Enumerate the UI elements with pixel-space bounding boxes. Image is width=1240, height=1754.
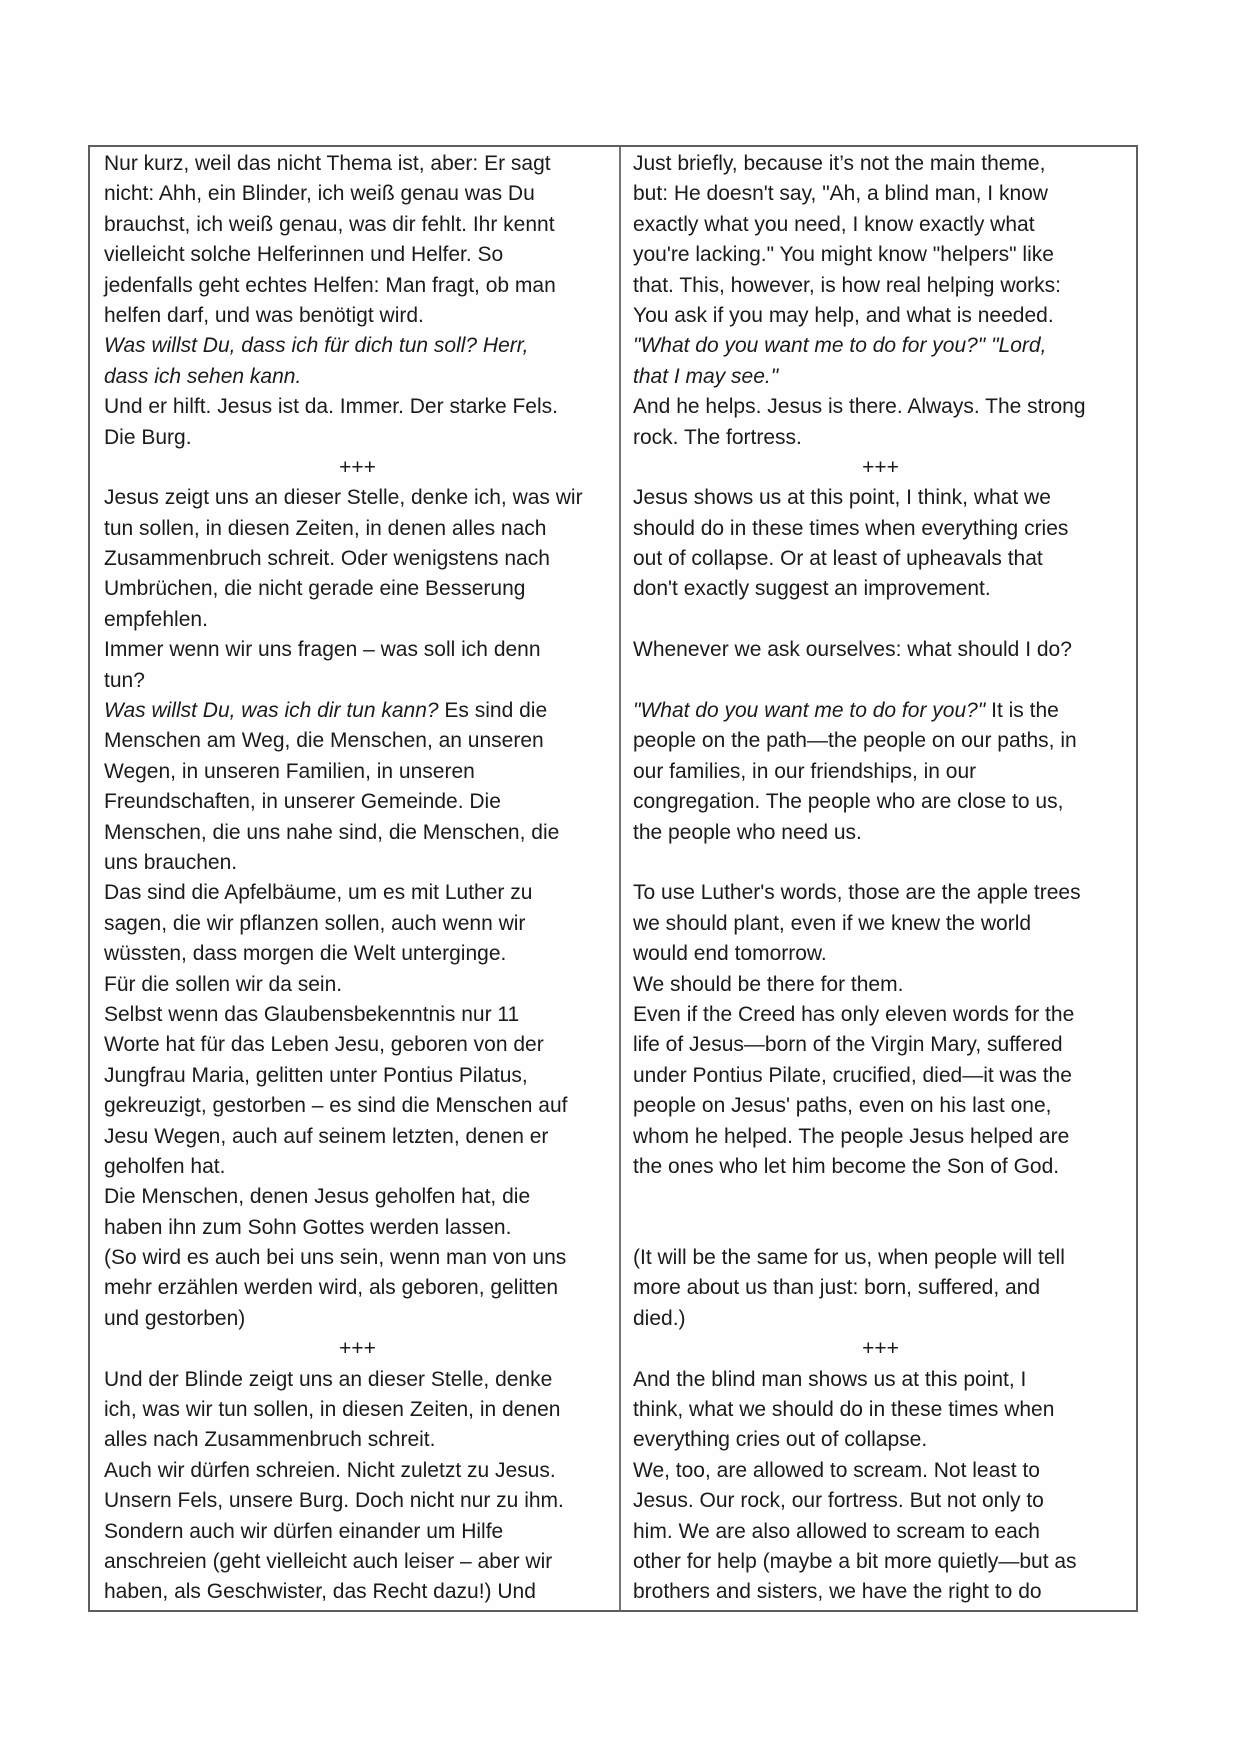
text-line xyxy=(633,1577,1128,1607)
text-line xyxy=(104,483,611,513)
text-segment: To use Luther's words, those are the apple trees xyxy=(633,881,1081,905)
text-segment: (So wird es auch bei uns sein, wenn man von uns xyxy=(104,1246,567,1270)
text-line xyxy=(104,1030,611,1060)
text-segment: You ask if you may help, and what is needed. xyxy=(633,303,1054,327)
text-segment: mehr erzählen werden wird, als geboren, gelitten xyxy=(104,1276,559,1300)
text-segment: Zusammenbruch schreit. Oder wenigstens nach xyxy=(104,547,550,571)
text-segment: Selbst wenn das Glaubensbekenntnis nur 11 xyxy=(104,1002,520,1026)
text-segment: Auch wir dürfen schreien. Nicht zuletzt zu Jesus. xyxy=(104,1458,556,1482)
text-segment: our families, in our friendships, in our xyxy=(633,759,977,783)
italic-text-segment: Was willst Du, was ich dir tun kann? xyxy=(104,699,445,723)
text-line xyxy=(104,1425,611,1455)
text-segment: everything cries out of collapse. xyxy=(633,1428,928,1452)
text-segment: sagen, die wir pflanzen sollen, auch wenn wir xyxy=(104,911,526,935)
text-segment: Freundschaften, in unserer Gemeinde. Die xyxy=(104,790,501,814)
text-segment: We should be there for them. xyxy=(633,972,904,996)
text-line xyxy=(104,878,611,908)
text-segment: Die Burg. xyxy=(104,425,192,449)
text-line xyxy=(633,301,1128,331)
italic-text-segment: dass ich sehen kann. xyxy=(104,364,302,388)
text-line xyxy=(104,271,611,301)
text-segment: tun sollen, in diesen Zeiten, in denen alles nach xyxy=(104,516,547,540)
text-segment: It is the xyxy=(991,699,1059,723)
text-segment: und gestorben) xyxy=(104,1306,246,1330)
separator-marker xyxy=(633,1334,1128,1364)
text-segment: the people who need us. xyxy=(633,820,862,844)
text-segment: Für die sollen wir da sein. xyxy=(104,972,343,996)
text-segment: died.) xyxy=(633,1306,686,1330)
text-segment: tun? xyxy=(104,668,145,692)
text-line xyxy=(633,970,1128,1000)
separator-marker xyxy=(104,453,611,483)
text-line xyxy=(633,909,1128,939)
text-line xyxy=(104,1182,611,1212)
text-segment: congregation. The people who are close to us, xyxy=(633,790,1064,814)
text-line xyxy=(104,1243,611,1273)
text-line xyxy=(633,1152,1128,1182)
text-line xyxy=(633,240,1128,270)
text-line xyxy=(633,179,1128,209)
text-line xyxy=(104,1000,611,1030)
text-segment: him. We are also allowed to scream to each xyxy=(633,1519,1040,1543)
text-line xyxy=(633,635,1128,665)
text-line xyxy=(633,392,1128,422)
text-line xyxy=(104,848,611,878)
text-line xyxy=(104,362,611,392)
text-line xyxy=(633,362,1128,392)
text-segment: ich, was wir tun sollen, in diesen Zeiten, in denen xyxy=(104,1398,561,1422)
text-line xyxy=(104,1152,611,1182)
text-segment: +++ xyxy=(862,1337,899,1361)
text-segment: think, what we should do in these times when xyxy=(633,1398,1055,1422)
text-line xyxy=(633,1304,1128,1334)
text-line xyxy=(633,1456,1128,1486)
text-line xyxy=(104,818,611,848)
text-line xyxy=(104,331,611,361)
text-line xyxy=(104,210,611,240)
english-column xyxy=(621,147,1136,1610)
text-segment: Das sind die Apfelbäume, um es mit Luther zu xyxy=(104,881,533,905)
text-segment: And the blind man shows us at this point, I xyxy=(633,1367,1027,1391)
text-line xyxy=(633,878,1128,908)
text-line xyxy=(633,1547,1128,1577)
text-line xyxy=(633,544,1128,574)
text-line xyxy=(633,1273,1128,1303)
text-segment: helfen darf, und was benötigt wird. xyxy=(104,303,424,327)
text-segment: Whenever we ask ourselves: what should I do? xyxy=(633,638,1072,662)
text-line xyxy=(104,1091,611,1121)
text-segment: don't exactly suggest an improvement. xyxy=(633,577,991,601)
text-line xyxy=(633,1486,1128,1516)
italic-text-segment: "What do you want me to do for you?" "Lord, xyxy=(633,334,1047,358)
text-line xyxy=(104,1577,611,1607)
german-column xyxy=(90,147,621,1610)
text-line xyxy=(633,757,1128,787)
text-segment: out of collapse. Or at least of upheavals that xyxy=(633,547,1043,571)
text-line xyxy=(104,423,611,453)
text-segment: should do in these times when everything cries xyxy=(633,516,1069,540)
text-segment: more about us than just: born, suffered, and xyxy=(633,1276,1041,1300)
italic-text-segment: "What do you want me to do for you?" xyxy=(633,699,992,723)
text-line xyxy=(104,392,611,422)
text-segment: Umbrüchen, die nicht gerade eine Besserung xyxy=(104,577,526,601)
text-segment: under Pontius Pilate, crucified, died—it was the xyxy=(633,1063,1072,1087)
text-segment: brauchst, ich weiß genau, was dir fehlt. Ihr kennt xyxy=(104,212,555,236)
text-segment: Jesus. Our rock, our fortress. But not only to xyxy=(633,1489,1044,1513)
text-segment: Unsern Fels, unsere Burg. Doch nicht nur zu ihm. xyxy=(104,1489,564,1513)
text-line xyxy=(633,1000,1128,1030)
text-segment: people on Jesus' paths, even on his last one, xyxy=(633,1094,1052,1118)
text-line xyxy=(104,1061,611,1091)
text-segment: nicht: Ahh, ein Blinder, ich weiß genau was Du xyxy=(104,182,535,206)
text-segment: Nur kurz, weil das nicht Thema ist, aber: Er sagt xyxy=(104,152,551,175)
text-line xyxy=(633,331,1128,361)
text-line xyxy=(104,939,611,969)
text-segment: +++ xyxy=(339,455,376,479)
text-line xyxy=(104,514,611,544)
text-line xyxy=(104,696,611,726)
text-line xyxy=(633,574,1128,604)
text-segment: Menschen am Weg, die Menschen, an unseren xyxy=(104,729,544,753)
text-line xyxy=(633,787,1128,817)
text-segment: (It will be the same for us, when people will tell xyxy=(633,1246,1065,1270)
text-line xyxy=(104,544,611,574)
text-segment: we should plant, even if we knew the world xyxy=(633,911,1032,935)
text-segment: Und der Blinde zeigt uns an dieser Stelle, denke xyxy=(104,1367,553,1391)
text-line xyxy=(633,1061,1128,1091)
text-line xyxy=(104,1456,611,1486)
text-segment: uns brauchen. xyxy=(104,850,238,874)
text-segment: Jesus zeigt uns an dieser Stelle, denke ich, was wir xyxy=(104,486,583,510)
text-line xyxy=(633,1122,1128,1152)
text-line xyxy=(104,179,611,209)
text-segment: exactly what you need, I know exactly what xyxy=(633,212,1035,236)
text-line xyxy=(104,1517,611,1547)
text-segment: haben ihn zum Sohn Gottes werden lassen. xyxy=(104,1215,512,1239)
italic-text-segment: that I may see." xyxy=(633,364,779,388)
text-segment: +++ xyxy=(339,1337,376,1361)
text-line xyxy=(633,1365,1128,1395)
text-segment: Und er hilft. Jesus ist da. Immer. Der starke Fels. xyxy=(104,395,558,419)
text-segment: alles nach Zusammenbruch schreit. xyxy=(104,1428,436,1452)
text-segment: gekreuzigt, gestorben – es sind die Menschen auf xyxy=(104,1094,568,1118)
text-segment: Menschen, die uns nahe sind, die Menschen, die xyxy=(104,820,560,844)
translation-table xyxy=(88,145,1138,1612)
text-line xyxy=(633,1517,1128,1547)
text-line xyxy=(633,1091,1128,1121)
italic-text-segment: Was willst Du, dass ich für dich tun soll? Herr, xyxy=(104,334,529,358)
text-line xyxy=(104,1395,611,1425)
text-line xyxy=(633,818,1128,848)
text-segment: Jesu Wegen, auch auf seinem letzten, denen er xyxy=(104,1124,549,1148)
separator-marker xyxy=(633,453,1128,483)
text-segment: Just briefly, because it’s not the main theme, xyxy=(633,152,1046,175)
text-segment: jedenfalls geht echtes Helfen: Man fragt, ob man xyxy=(104,273,556,297)
text-line xyxy=(633,210,1128,240)
text-segment: but: He doesn't say, "Ah, a blind man, I know xyxy=(633,182,1048,206)
separator-marker xyxy=(104,1334,611,1364)
text-line xyxy=(104,757,611,787)
text-line xyxy=(104,666,611,696)
text-segment: And he helps. Jesus is there. Always. The strong xyxy=(633,395,1086,419)
text-line xyxy=(633,1243,1128,1273)
text-segment: empfehlen. xyxy=(104,607,208,631)
text-line xyxy=(104,1213,611,1243)
text-segment: Die Menschen, denen Jesus geholfen hat, die xyxy=(104,1185,531,1209)
blank-line xyxy=(633,666,1128,696)
text-line xyxy=(633,423,1128,453)
text-segment: you're lacking." You might know "helpers" like xyxy=(633,243,1054,267)
text-line xyxy=(104,635,611,665)
text-line xyxy=(104,787,611,817)
text-line xyxy=(104,149,611,179)
text-line xyxy=(104,1122,611,1152)
text-segment: brothers and sisters, we have the right to do xyxy=(633,1580,1042,1604)
text-line xyxy=(633,939,1128,969)
text-line xyxy=(104,1365,611,1395)
text-segment: vielleicht solche Helferinnen und Helfer. So xyxy=(104,243,504,267)
text-segment: Jesus shows us at this point, I think, what we xyxy=(633,486,1051,510)
text-line xyxy=(104,1486,611,1516)
text-segment: Worte hat für das Leben Jesu, geboren von der xyxy=(104,1033,544,1057)
text-segment: Immer wenn wir uns fragen – was soll ich denn xyxy=(104,638,541,662)
text-segment: whom he helped. The people Jesus helped are xyxy=(633,1124,1070,1148)
text-segment: other for help (maybe a bit more quietly—but as xyxy=(633,1549,1077,1573)
blank-line xyxy=(633,1213,1128,1243)
text-segment: the ones who let him become the Son of God. xyxy=(633,1154,1060,1178)
text-line xyxy=(104,1304,611,1334)
text-line xyxy=(633,483,1128,513)
text-line xyxy=(633,1425,1128,1455)
text-line xyxy=(633,1030,1128,1060)
text-segment: anschreien (geht vielleicht auch leiser – aber wir xyxy=(104,1549,553,1573)
text-line xyxy=(104,605,611,635)
text-segment: life of Jesus—born of the Virgin Mary, suffered xyxy=(633,1033,1063,1057)
text-line xyxy=(104,574,611,604)
text-line xyxy=(633,696,1128,726)
text-segment: +++ xyxy=(862,455,899,479)
text-line xyxy=(633,271,1128,301)
text-line xyxy=(104,1547,611,1577)
text-segment: wüssten, dass morgen die Welt unterginge. xyxy=(104,942,507,966)
text-line xyxy=(104,301,611,331)
text-line xyxy=(104,1273,611,1303)
blank-line xyxy=(633,1182,1128,1212)
text-segment: that. This, however, is how real helping works: xyxy=(633,273,1061,297)
text-segment: rock. The fortress. xyxy=(633,425,802,449)
text-line xyxy=(633,149,1128,179)
text-segment: haben, als Geschwister, das Recht dazu!) Und xyxy=(104,1580,536,1604)
text-segment: Es sind die xyxy=(444,699,548,723)
blank-line xyxy=(633,848,1128,878)
text-segment: Sondern auch wir dürfen einander um Hilfe xyxy=(104,1519,504,1543)
text-segment: We, too, are allowed to scream. Not least to xyxy=(633,1458,1040,1482)
text-segment: geholfen hat. xyxy=(104,1154,226,1178)
text-segment: would end tomorrow. xyxy=(633,942,827,966)
text-line xyxy=(104,726,611,756)
text-line xyxy=(104,970,611,1000)
text-segment: Even if the Creed has only eleven words for the xyxy=(633,1002,1075,1026)
text-line xyxy=(633,514,1128,544)
blank-line xyxy=(633,605,1128,635)
text-segment: Jungfrau Maria, gelitten unter Pontius Pilatus, xyxy=(104,1063,528,1087)
text-line xyxy=(633,726,1128,756)
text-line xyxy=(104,240,611,270)
text-segment: Wegen, in unseren Familien, in unseren xyxy=(104,759,475,783)
text-segment: people on the path—the people on our paths, in xyxy=(633,729,1077,753)
text-line xyxy=(104,909,611,939)
text-line xyxy=(633,1395,1128,1425)
